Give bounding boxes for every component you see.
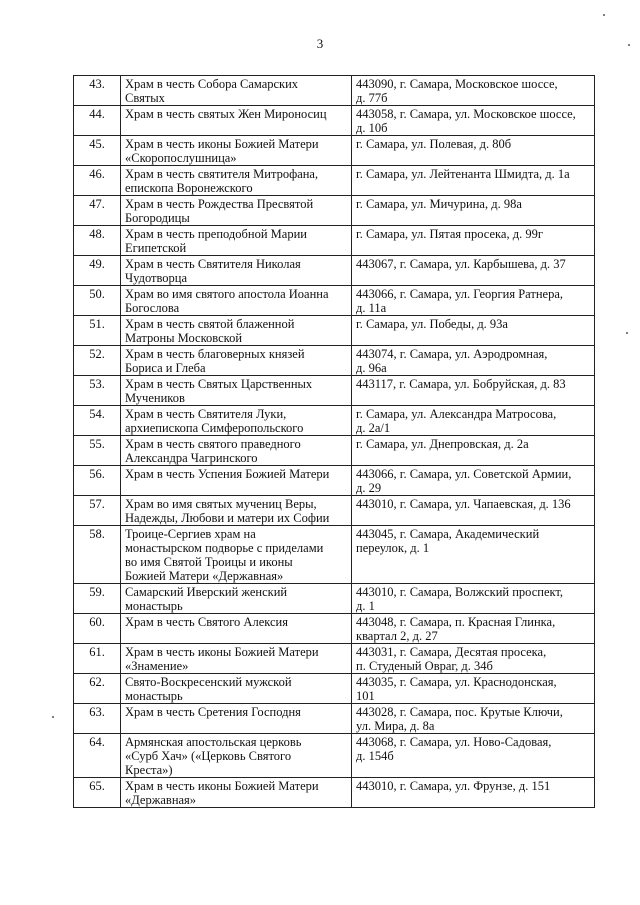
row-number: 55.	[89, 437, 105, 451]
table-row	[74, 496, 595, 526]
church-address-cell	[352, 704, 595, 734]
church-address-cell	[352, 286, 595, 316]
row-number-cell	[74, 614, 121, 644]
church-address: 443035, г. Самара, ул. Краснодонская, 101	[356, 675, 557, 703]
row-number-cell	[74, 256, 121, 286]
row-number-cell	[74, 286, 121, 316]
row-number: 54.	[89, 407, 105, 421]
church-name-cell	[121, 226, 352, 256]
scan-speck	[52, 716, 54, 718]
church-address-cell	[352, 496, 595, 526]
church-address: 443090, г. Самара, Московское шоссе, д. 77б	[356, 77, 558, 105]
church-address-cell	[352, 226, 595, 256]
church-address-cell	[352, 376, 595, 406]
church-name-cell	[121, 286, 352, 316]
row-number: 64.	[89, 735, 105, 749]
row-number: 43.	[89, 77, 105, 91]
church-address: 443117, г. Самара, ул. Бобруйская, д. 83	[356, 377, 566, 391]
row-number: 58.	[89, 527, 105, 541]
church-name: Храм в честь святых Жен Мироносиц	[125, 107, 327, 121]
church-name-cell	[121, 166, 352, 196]
row-number: 65.	[89, 779, 105, 793]
church-address-cell	[352, 614, 595, 644]
church-address-cell	[352, 436, 595, 466]
church-address: г. Самара, ул. Днепровская, д. 2а	[356, 437, 529, 451]
table-row	[74, 406, 595, 436]
church-name-cell	[121, 644, 352, 674]
church-name: Храм в честь Святых Царственных Мучеников	[125, 377, 313, 405]
row-number-cell	[74, 196, 121, 226]
church-address-cell	[352, 106, 595, 136]
church-address-cell	[352, 76, 595, 106]
church-name-cell	[121, 256, 352, 286]
row-number: 57.	[89, 497, 105, 511]
row-number: 48.	[89, 227, 105, 241]
page-number: 3	[316, 36, 324, 51]
row-number-cell	[74, 674, 121, 704]
church-name-cell	[121, 106, 352, 136]
church-name: Храм в честь святой блаженной Матроны Московской	[125, 317, 295, 345]
row-number: 49.	[89, 257, 105, 271]
row-number-cell	[74, 704, 121, 734]
church-name-cell	[121, 584, 352, 614]
church-name-cell	[121, 406, 352, 436]
table-row	[74, 196, 595, 226]
scan-speck	[628, 44, 630, 46]
table-row	[74, 76, 595, 106]
row-number-cell	[74, 76, 121, 106]
church-name: Храм в честь Успения Божией Матери	[125, 467, 330, 481]
row-number: 44.	[89, 107, 105, 121]
church-name-cell	[121, 376, 352, 406]
church-address: г. Самара, ул. Полевая, д. 80б	[356, 137, 512, 151]
church-name-cell	[121, 674, 352, 704]
church-name: Храм в честь иконы Божией Матери «Державная»	[125, 779, 319, 807]
church-name-cell	[121, 778, 352, 808]
church-name: Свято-Воскресенский мужской монастырь	[125, 675, 292, 703]
church-name-cell	[121, 316, 352, 346]
church-address-cell	[352, 526, 595, 584]
church-address: 443010, г. Самара, ул. Фрунзе, д. 151	[356, 779, 551, 793]
row-number-cell	[74, 226, 121, 256]
row-number-cell	[74, 466, 121, 496]
table-row	[74, 466, 595, 496]
table-row	[74, 614, 595, 644]
row-number: 56.	[89, 467, 105, 481]
table-row	[74, 166, 595, 196]
church-name: Самарский Иверский женский монастырь	[125, 585, 288, 613]
table-row	[74, 286, 595, 316]
row-number: 46.	[89, 167, 105, 181]
table-row	[74, 644, 595, 674]
church-name-cell	[121, 526, 352, 584]
row-number: 45.	[89, 137, 105, 151]
church-name: Храм в честь Собора Самарских Святых	[125, 77, 299, 105]
scan-speck	[626, 332, 628, 334]
church-address-cell	[352, 406, 595, 436]
church-address: 443066, г. Самара, ул. Советской Армии, д. 29	[356, 467, 572, 495]
row-number-cell	[74, 166, 121, 196]
table-row	[74, 704, 595, 734]
row-number: 50.	[89, 287, 105, 301]
table-row	[74, 346, 595, 376]
table-body	[74, 76, 595, 808]
row-number-cell	[74, 346, 121, 376]
church-address-cell	[352, 778, 595, 808]
table-row	[74, 584, 595, 614]
church-address-cell	[352, 196, 595, 226]
church-address: 443010, г. Самара, ул. Чапаевская, д. 136	[356, 497, 571, 511]
row-number-cell	[74, 316, 121, 346]
church-address: 443048, г. Самара, п. Красная Глинка, квартал 2, д. 27	[356, 615, 556, 643]
row-number-cell	[74, 496, 121, 526]
church-name-cell	[121, 466, 352, 496]
church-name: Храм в честь иконы Божией Матери «Скоропослушница»	[125, 137, 319, 165]
church-address-cell	[352, 466, 595, 496]
church-address: 443066, г. Самара, ул. Георгия Ратнера, д. 11а	[356, 287, 564, 315]
church-name-cell	[121, 734, 352, 778]
row-number-cell	[74, 376, 121, 406]
row-number: 60.	[89, 615, 105, 629]
church-name: Армянская апостольская церковь «Сурб Хач» («Церковь Святого Креста»)	[125, 735, 302, 777]
table-row	[74, 106, 595, 136]
church-address: 443067, г. Самара, ул. Карбышева, д. 37	[356, 257, 566, 271]
church-name-cell	[121, 614, 352, 644]
church-address: г. Самара, ул. Александра Матросова, д. 2а/1	[356, 407, 557, 435]
row-number-cell	[74, 406, 121, 436]
church-address-cell	[352, 136, 595, 166]
row-number: 51.	[89, 317, 105, 331]
row-number-cell	[74, 526, 121, 584]
church-name: Храм в честь Сретения Господня	[125, 705, 301, 719]
church-name: Храм в честь Святителя Николая Чудотворца	[125, 257, 301, 285]
row-number: 61.	[89, 645, 105, 659]
church-name: Храм во имя святых мучениц Веры, Надежды, Любови и матери их Софии	[125, 497, 330, 525]
church-address-cell	[352, 316, 595, 346]
table-row	[74, 376, 595, 406]
church-address: 443068, г. Самара, ул. Ново-Садовая, д. 154б	[356, 735, 552, 763]
church-name-cell	[121, 496, 352, 526]
church-name: Храм во имя святого апостола Иоанна Богослова	[125, 287, 329, 315]
church-name-cell	[121, 346, 352, 376]
row-number: 47.	[89, 197, 105, 211]
church-name-cell	[121, 196, 352, 226]
church-address: 443031, г. Самара, Десятая просека, п. Студеный Овраг, д. 34б	[356, 645, 547, 673]
church-name-cell	[121, 436, 352, 466]
church-address-cell	[352, 674, 595, 704]
row-number-cell	[74, 436, 121, 466]
row-number-cell	[74, 644, 121, 674]
table-row	[74, 778, 595, 808]
church-name-cell	[121, 704, 352, 734]
scan-speck	[603, 14, 605, 16]
church-address: г. Самара, ул. Победы, д. 93а	[356, 317, 508, 331]
table-row	[74, 526, 595, 584]
church-address: г. Самара, ул. Мичурина, д. 98а	[356, 197, 522, 211]
table-row	[74, 226, 595, 256]
church-name-cell	[121, 136, 352, 166]
church-name: Храм в честь святого праведного Александра Чагринского	[125, 437, 301, 465]
church-name: Храм в честь святителя Митрофана, епископа Воронежского	[125, 167, 319, 195]
row-number-cell	[74, 106, 121, 136]
church-name: Храм в честь Святителя Луки, архиепископа Симферопольского	[125, 407, 304, 435]
table-row	[74, 734, 595, 778]
church-address: 443058, г. Самара, ул. Московское шоссе, д. 10б	[356, 107, 576, 135]
church-address-cell	[352, 346, 595, 376]
row-number: 59.	[89, 585, 105, 599]
churches-table	[73, 75, 595, 808]
row-number: 53.	[89, 377, 105, 391]
row-number-cell	[74, 136, 121, 166]
table-row	[74, 256, 595, 286]
table-row	[74, 316, 595, 346]
church-address-cell	[352, 584, 595, 614]
church-address: 443010, г. Самара, Волжский проспект, д. 1	[356, 585, 564, 613]
church-address-cell	[352, 256, 595, 286]
row-number-cell	[74, 584, 121, 614]
church-name: Троице-Сергиев храм на монастырском подворье с приделами во имя Святой Троицы и иконы Божией Матери «Державная»	[125, 527, 324, 583]
row-number-cell	[74, 778, 121, 808]
church-address-cell	[352, 644, 595, 674]
table-row	[74, 136, 595, 166]
table-row	[74, 436, 595, 466]
row-number: 52.	[89, 347, 105, 361]
church-name: Храм в честь благоверных князей Бориса и Глеба	[125, 347, 305, 375]
church-address: г. Самара, ул. Пятая просека, д. 99г	[356, 227, 543, 241]
row-number-cell	[74, 734, 121, 778]
church-name-cell	[121, 76, 352, 106]
church-address: 443074, г. Самара, ул. Аэродромная, д. 96а	[356, 347, 548, 375]
church-name: Храм в честь преподобной Марии Египетской	[125, 227, 307, 255]
church-address: 443028, г. Самара, пос. Крутые Ключи, ул. Мира, д. 8а	[356, 705, 563, 733]
church-name: Храм в честь Святого Алексия	[125, 615, 288, 629]
table-row	[74, 674, 595, 704]
church-address-cell	[352, 734, 595, 778]
church-address-cell	[352, 166, 595, 196]
church-name: Храм в честь Рождества Пресвятой Богородицы	[125, 197, 314, 225]
church-address: 443045, г. Самара, Академический переулок, д. 1	[356, 527, 540, 555]
church-name: Храм в честь иконы Божией Матери «Знамение»	[125, 645, 319, 673]
church-address: г. Самара, ул. Лейтенанта Шмидта, д. 1а	[356, 167, 570, 181]
row-number: 63.	[89, 705, 105, 719]
row-number: 62.	[89, 675, 105, 689]
